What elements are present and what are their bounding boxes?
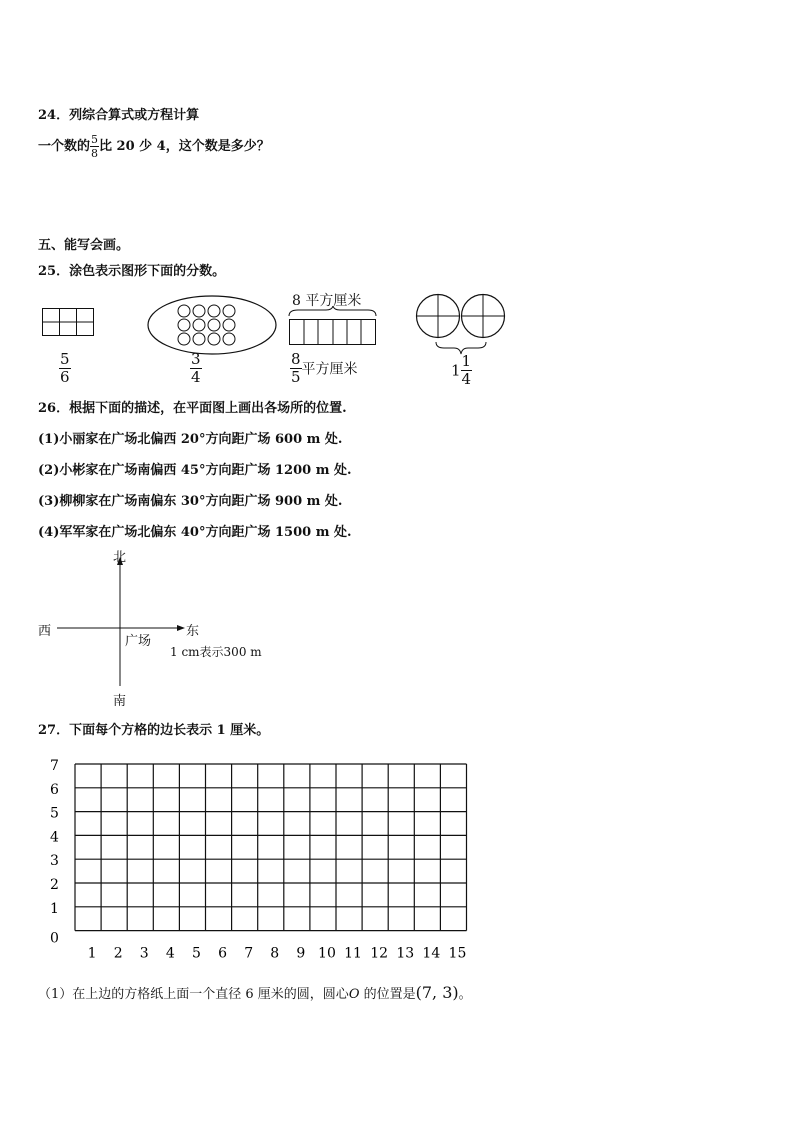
- q24-text-before: 一个数的: [38, 139, 91, 154]
- q25-fig1-grid-rect: [42, 308, 96, 338]
- q27-sub1-text: （1）在上边的方格纸上面一个直径 6 厘米的圆，圆心: [38, 987, 349, 1002]
- q26-item-1: (1)小丽家在广场北偏西 20°方向距广场 600 m 处.: [38, 432, 343, 447]
- q25-fig2-ellipse-circles: [146, 294, 278, 356]
- grid-x-label: 9: [296, 945, 306, 960]
- grid-x-label: 13: [396, 945, 415, 960]
- q24-text-after: 比 20 少 4，这个数是多少？: [99, 139, 270, 154]
- q26-title: 26．根据下面的描述，在平面图上画出各场所的位置.: [38, 401, 347, 416]
- compass-west-label: 西: [38, 624, 52, 639]
- q24-fraction: $\frac{5}{8}$: [91, 133, 99, 160]
- q25-fig4-circles: [414, 292, 508, 356]
- grid-x-label: 8: [270, 945, 280, 960]
- grid-x-label: 11: [344, 945, 362, 960]
- q27-sub1-mid: 的位置是: [359, 987, 416, 1002]
- compass-scale-label: 1 cm表示300 m: [170, 645, 262, 659]
- grid-y-label: 5: [50, 805, 59, 822]
- grid-x-label: 6: [218, 945, 228, 960]
- q25-fig3-fraction: $\frac{8}{5}$: [291, 350, 301, 386]
- grid-x-label: 1: [87, 945, 97, 960]
- section5-title: 五、能写会画。: [38, 238, 130, 253]
- grid-x-label: 5: [191, 945, 201, 960]
- grid-x-label: 12: [370, 945, 389, 960]
- grid-x-label: 2: [113, 945, 123, 960]
- q24-question: [38, 134, 270, 160]
- grid-x-label: 10: [318, 945, 336, 960]
- q25-fig3-answer: [290, 352, 358, 385]
- grid-y-label: 0: [50, 930, 59, 947]
- grid-y-label: 6: [50, 781, 59, 798]
- grid-y-label: 3: [50, 853, 59, 870]
- q25-fig1-fraction: $\frac{5}{6}$: [60, 350, 70, 386]
- grid-y-label: 7: [50, 758, 59, 774]
- grid-y-label: 1: [50, 900, 59, 917]
- grid-x-label: 15: [448, 945, 467, 960]
- compass-center-label: 广场: [125, 634, 152, 649]
- grid-y-label: 4: [50, 829, 59, 846]
- grid-x-label: 4: [165, 945, 175, 960]
- q24-title: 24．列综合算式或方程计算: [38, 108, 200, 123]
- q26-compass-diagram: [30, 544, 270, 710]
- grid-y-label: 2: [50, 877, 59, 893]
- q27-grid-paper: [40, 754, 490, 960]
- q26-item-3: (3)柳柳家在广场南偏东 30°方向距广场 900 m 处.: [38, 494, 343, 509]
- grid-x-label: 7: [244, 945, 254, 960]
- q25-fig3-top-label: 8 平方厘米: [292, 293, 362, 309]
- q27-sub1: [38, 983, 472, 1002]
- q25-fig3-unit: 平方厘米: [301, 361, 358, 378]
- q26-item-2: (2)小彬家在广场南偏西 45°方向距广场 1200 m 处.: [38, 463, 352, 478]
- q27-sub1-point: (7, 3): [415, 983, 459, 1002]
- q25-fig4-mixed-number: 1 $\frac{1}{4}$: [451, 352, 472, 388]
- q26-item-4: (4)军军家在广场北偏东 40°方向距广场 1500 m 处.: [38, 525, 352, 540]
- grid-x-label: 3: [139, 945, 149, 960]
- q27-title: 27．下面每个方格的边长表示 1 厘米。: [38, 723, 270, 738]
- q27-sub1-var: O: [348, 987, 360, 1002]
- q27-sub1-end: 。: [458, 987, 472, 1002]
- q25-fig3-strip: [288, 306, 378, 348]
- compass-east-label: 东: [186, 624, 200, 639]
- compass-north-label: 北: [113, 550, 127, 565]
- q25-title: 25．涂色表示图形下面的分数。: [38, 264, 226, 279]
- compass-south-label: 南: [113, 694, 127, 709]
- grid-x-label: 14: [422, 945, 441, 960]
- q25-fig2-fraction: $\frac{3}{4}$: [191, 350, 201, 386]
